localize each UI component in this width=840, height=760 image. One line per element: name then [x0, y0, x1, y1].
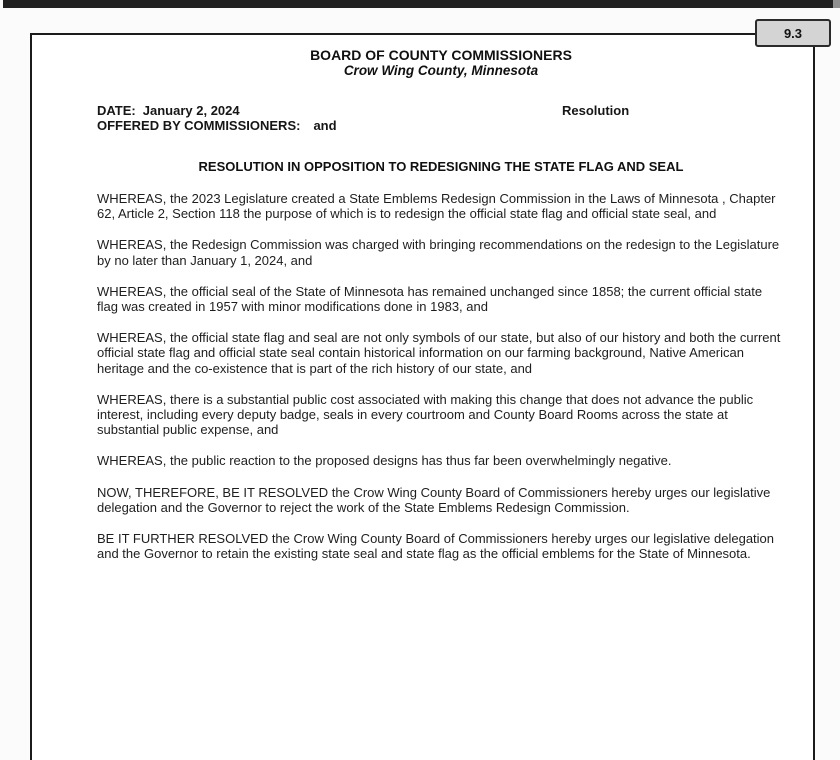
paragraph-whereas-2: WHEREAS, the Redesign Commission was charged with bringing recommendations on the redesign to the Legislature by no later than January 1, 2024, and — [97, 237, 780, 268]
date-value: January 2, 2024 — [142, 103, 240, 118]
agenda-item-badge[interactable] — [755, 19, 831, 47]
paragraph-whereas-4: WHEREAS, the official state flag and seal are not only symbols of our state, but also of our history and both the current official state flag and official state seal contain historical information on our farming background, Native American heritage and the co-existence that is part of the rich history of our state, and — [97, 330, 781, 376]
date-label: DATE: — [97, 103, 136, 118]
paragraph-whereas-5: WHEREAS, there is a substantial public cost associated with making this change that does not advance the public interest, including every deputy badge, seals in every courtroom and County Board Rooms across the state at substantial public expense, and — [97, 391, 754, 438]
agenda-item-number: 9.3 — [783, 25, 803, 41]
paragraph-whereas-6: WHEREAS, the public reaction to the proposed designs has thus far been overwhelmingly negative. — [97, 453, 672, 469]
paragraph-whereas-3: WHEREAS, the official seal of the State of Minnesota has remained unchanged since 1858; the current official state flag was created in 1957 with minor modifications done in 1983, and — [97, 283, 763, 315]
window-top-bar — [3, 0, 840, 8]
document-title: BOARD OF COUNTY COMMISSIONERS — [310, 47, 572, 63]
document-page — [30, 33, 815, 760]
meta-date-row — [97, 103, 785, 118]
window-top-bar-end-cap — [833, 0, 840, 8]
resolution-heading: RESOLUTION IN OPPOSITION TO REDESIGNING THE STATE FLAG AND SEAL — [198, 159, 684, 174]
document-meta — [97, 103, 785, 133]
meta-offered-row — [97, 118, 785, 133]
document-type-label: Resolution — [562, 103, 630, 118]
document-subtitle: Crow Wing County, Minnesota — [343, 63, 539, 78]
paragraph-resolved: NOW, THEREFORE, BE IT RESOLVED the Crow Wing County Board of Commissioners hereby urges our legislative delegation and the Governor to reject the work of the State Emblems Redesign Commission. — [97, 484, 771, 515]
offered-by-value: and — [313, 118, 337, 133]
offered-by-label: OFFERED BY COMMISSIONERS: — [97, 118, 301, 133]
resolution-body — [97, 191, 785, 561]
document-content — [32, 35, 813, 561]
paragraph-whereas-1: WHEREAS, the 2023 Legislature created a State Emblems Redesign Commission in the Laws of Minnesota , Chapter 62, Article 2, Section 118 the purpose of which is to redesign the official state flag and official state seal, and — [97, 191, 776, 222]
paragraph-further-resolved: BE IT FURTHER RESOLVED the Crow Wing County Board of Commissioners hereby urges our legislative delegation and the Governor to retain the existing state seal and state flag as the official emblems for the State of Minnesota. — [97, 531, 775, 562]
